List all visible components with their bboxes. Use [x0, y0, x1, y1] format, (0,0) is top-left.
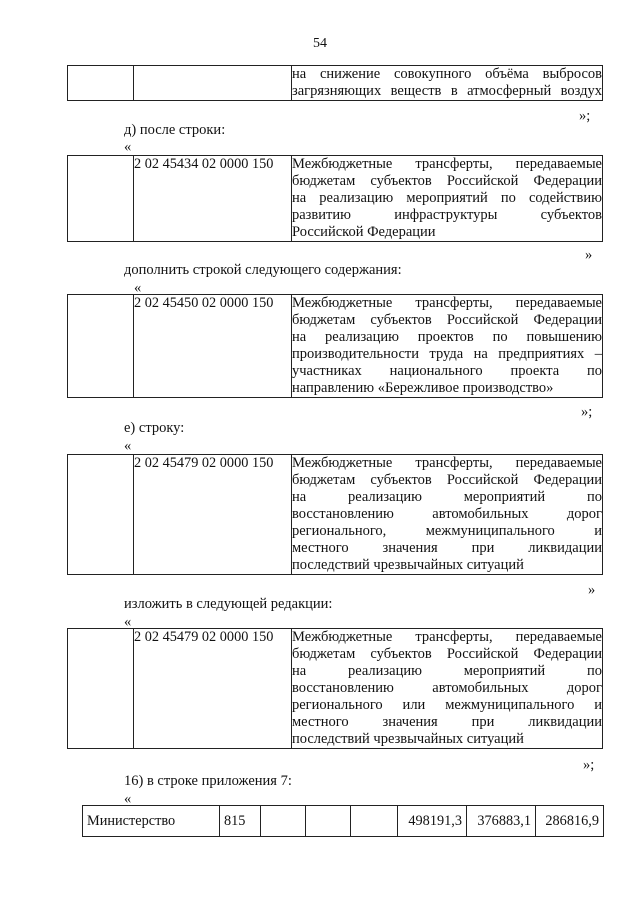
table-cell-description — [292, 629, 603, 749]
budget-code: 2 02 45479 02 0000 150 — [134, 629, 292, 749]
table-cell-description — [292, 156, 603, 242]
desc-line: местного значения при ликвидации — [292, 714, 602, 730]
paragraph-d: д) после строки: — [124, 122, 226, 138]
table-continuation — [67, 65, 603, 101]
desc-line: последствий чрезвычайных ситуаций — [292, 731, 524, 747]
desc-line: на реализацию мероприятий по — [292, 663, 602, 679]
closing-quote: »; — [579, 108, 591, 124]
amount-year-3: 286816,9 — [536, 806, 604, 837]
desc-line: на реализацию мероприятий по — [292, 489, 602, 505]
desc-line: загрязняющих веществ в атмосферный воздух — [292, 83, 602, 99]
desc-line: на реализацию проектов по повышению — [292, 329, 602, 345]
desc-line: Межбюджетные трансферты, передаваемые — [292, 455, 602, 471]
desc-line: производительности труда на предприятиях – — [292, 346, 602, 362]
table-row — [68, 156, 603, 242]
table-row — [68, 629, 603, 749]
table-cell-description — [292, 66, 603, 101]
page-number: 54 — [313, 36, 327, 51]
table-cell-description — [292, 455, 603, 575]
amount-year-2: 376883,1 — [467, 806, 536, 837]
desc-line: бюджетам субъектов Российской Федерации — [292, 646, 602, 662]
opening-quote: « — [124, 614, 132, 630]
table-cell-empty — [68, 66, 134, 101]
desc-line: восстановлению автомобильных дорог — [292, 506, 602, 522]
desc-line: Межбюджетные трансферты, передаваемые — [292, 156, 602, 172]
closing-quote: »; — [583, 757, 595, 773]
closing-quote: »; — [581, 404, 593, 420]
closing-quote: » — [585, 247, 593, 263]
table-cell-empty — [68, 455, 134, 575]
table-cell-empty — [68, 295, 134, 398]
table-cell-empty — [68, 156, 134, 242]
table-cell-description — [292, 295, 603, 398]
desc-line: развитию инфраструктуры субъектов — [292, 207, 602, 223]
table-e — [67, 454, 603, 575]
table-cell-empty — [351, 806, 398, 837]
budget-code: 2 02 45479 02 0000 150 — [134, 455, 292, 575]
table-cell-empty — [261, 806, 306, 837]
budget-code: 2 02 45434 02 0000 150 — [134, 156, 292, 242]
paragraph-add: дополнить строкой следующего содержания: — [124, 262, 402, 278]
amount-year-1: 498191,3 — [398, 806, 467, 837]
table-add — [67, 294, 603, 398]
paragraph-edit: изложить в следующей редакции: — [124, 596, 333, 612]
table-row — [68, 455, 603, 575]
table-edit — [67, 628, 603, 749]
desc-line: направлению «Бережливое производство» — [292, 380, 554, 396]
ministry-code: 815 — [220, 806, 261, 837]
table-row — [68, 295, 603, 398]
closing-quote: » — [588, 582, 596, 598]
opening-quote: « — [124, 139, 132, 155]
table-appendix-7 — [82, 805, 604, 837]
paragraph-16: 16) в строке приложения 7: — [124, 773, 292, 789]
table-cell-empty — [68, 629, 134, 749]
desc-line: Российской Федерации — [292, 224, 436, 240]
opening-quote: « — [124, 438, 132, 454]
table-cell-empty — [306, 806, 351, 837]
desc-line: местного значения при ликвидации — [292, 540, 602, 556]
table-d — [67, 155, 603, 242]
opening-quote: « — [134, 280, 142, 296]
desc-line: бюджетам субъектов Российской Федерации — [292, 312, 602, 328]
desc-line: Межбюджетные трансферты, передаваемые — [292, 629, 602, 645]
desc-line: Межбюджетные трансферты, передаваемые — [292, 295, 602, 311]
opening-quote: « — [124, 791, 132, 807]
desc-line: бюджетам субъектов Российской Федерации — [292, 472, 602, 488]
desc-line: регионального или межмуниципального и — [292, 697, 602, 713]
desc-line: регионального, межмуниципального и — [292, 523, 602, 539]
desc-line: восстановлению автомобильных дорог — [292, 680, 602, 696]
desc-line: на реализацию мероприятий по содействию — [292, 190, 602, 206]
desc-line: последствий чрезвычайных ситуаций — [292, 557, 524, 573]
table-row — [83, 806, 604, 837]
desc-line: на снижение совокупного объёма выбросов — [292, 66, 602, 82]
budget-code: 2 02 45450 02 0000 150 — [134, 295, 292, 398]
paragraph-e: е) строку: — [124, 420, 185, 436]
ministry-name: Министерство — [83, 806, 220, 837]
table-row — [68, 66, 603, 101]
desc-line: бюджетам субъектов Российской Федерации — [292, 173, 602, 189]
table-cell-code — [134, 66, 292, 101]
desc-line: участниках национального проекта по — [292, 363, 602, 379]
